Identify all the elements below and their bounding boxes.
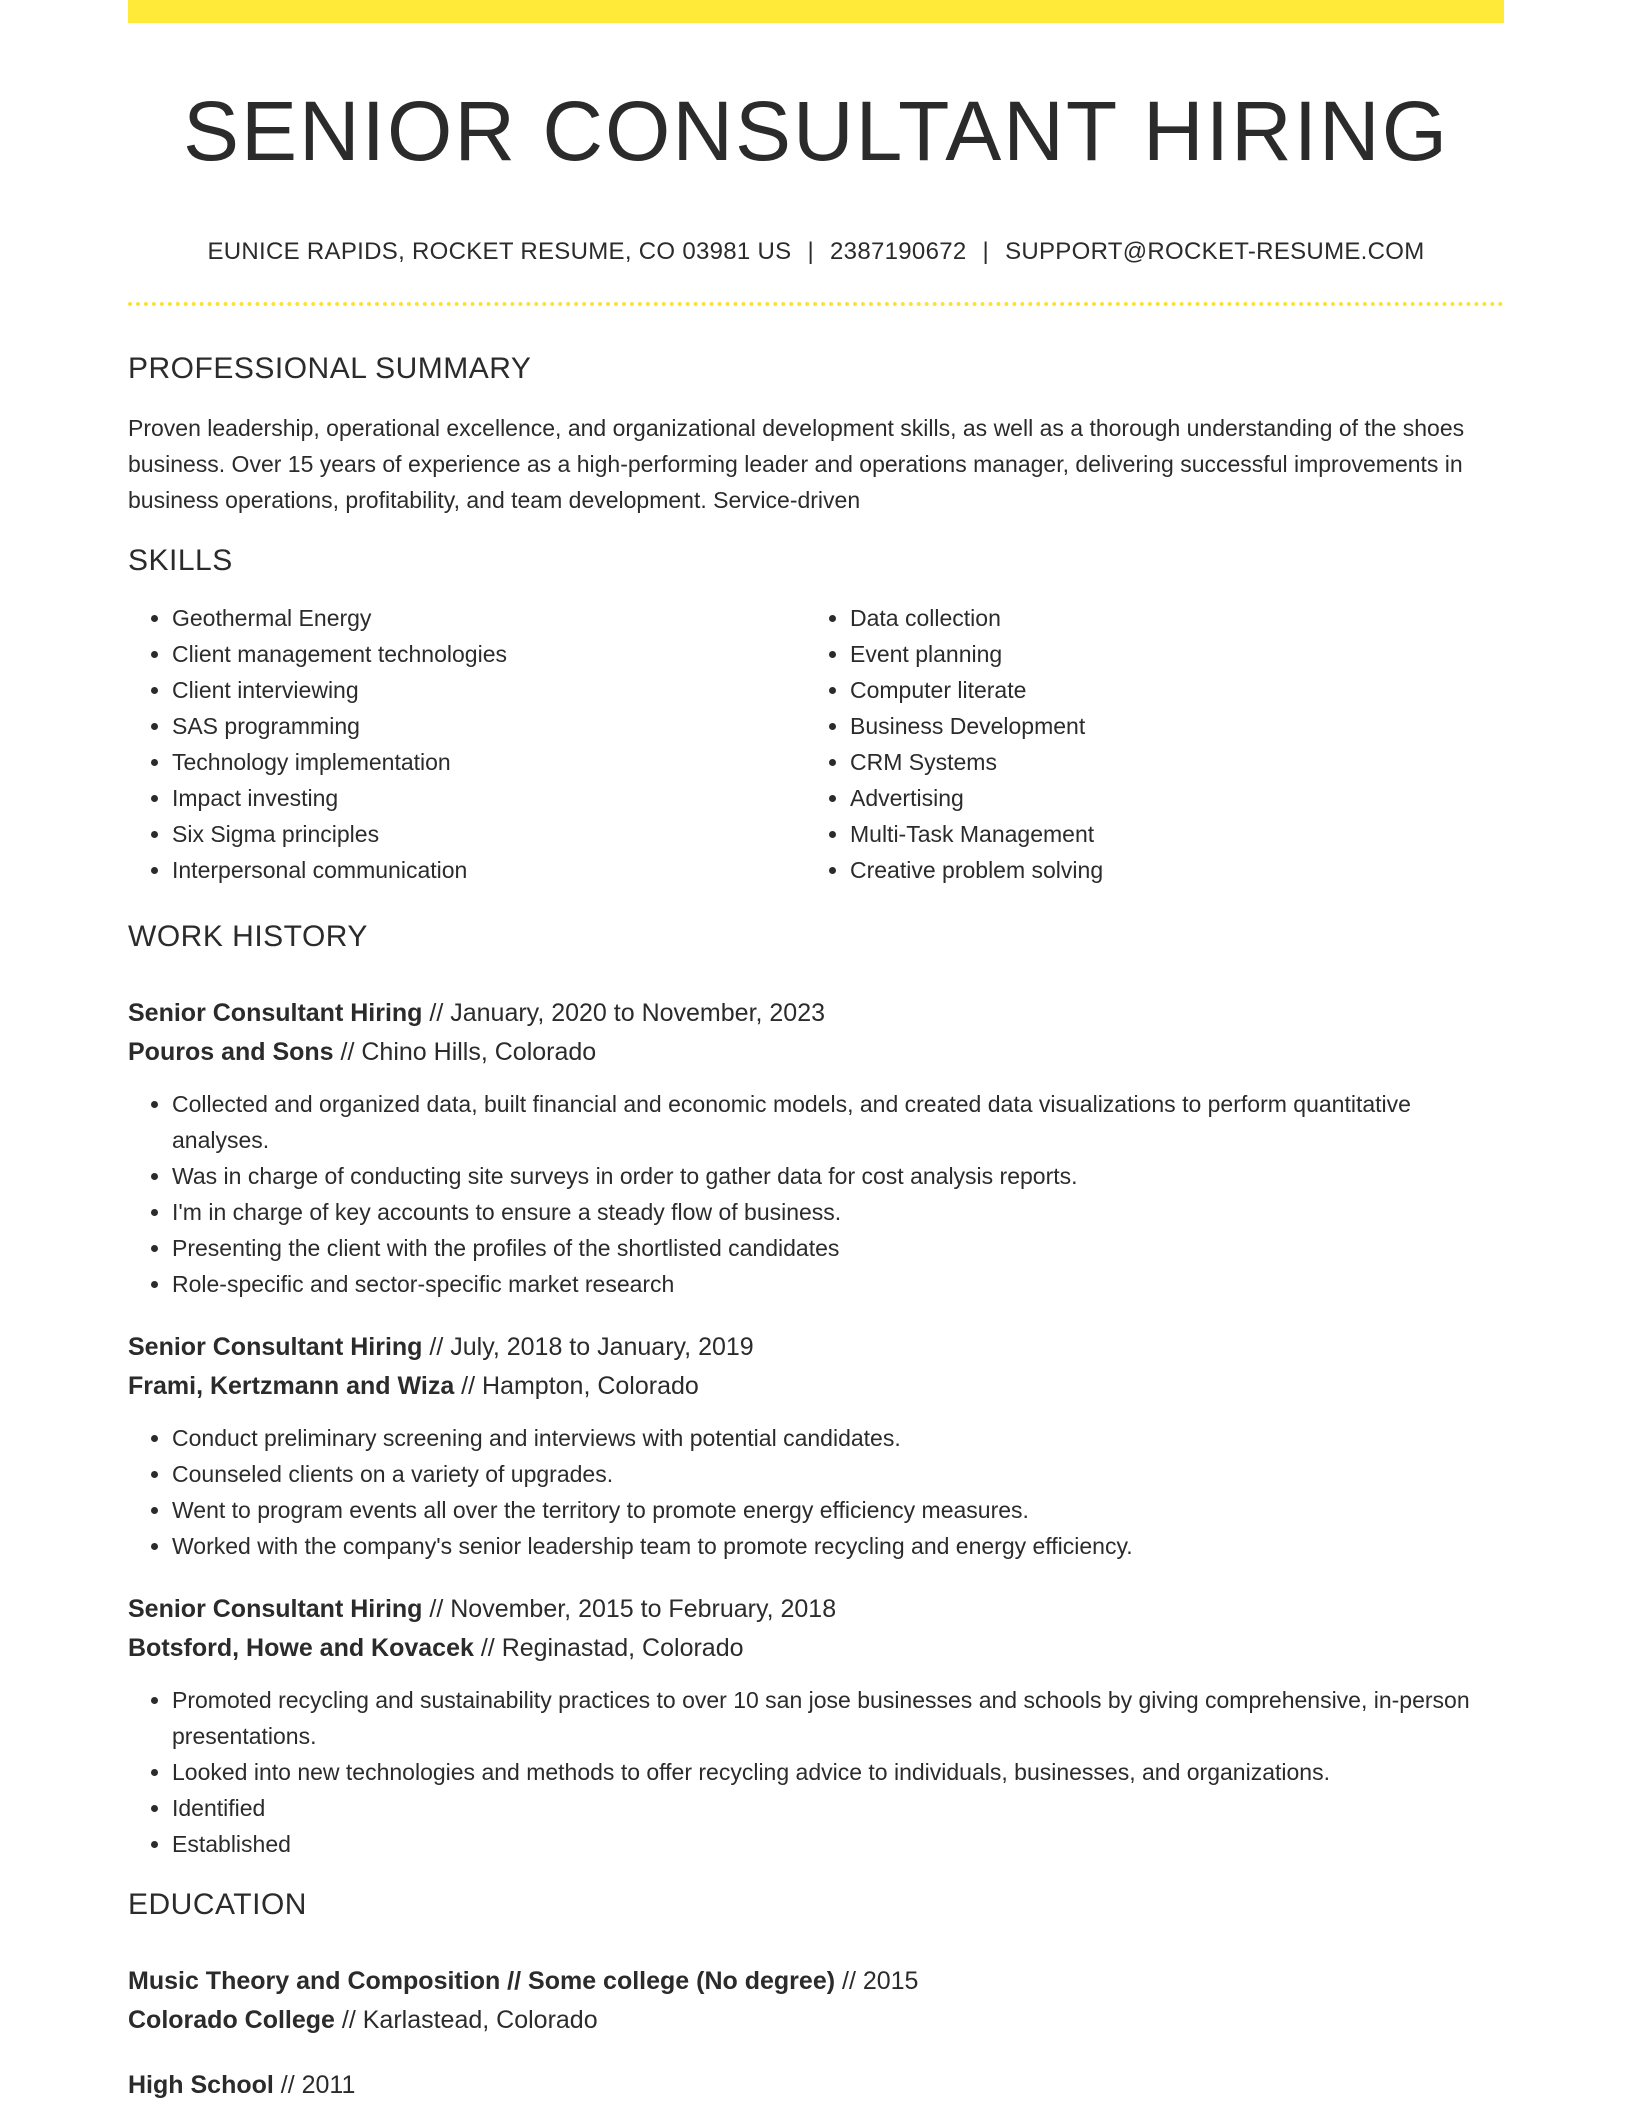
job-location: // Reginastad, Colorado xyxy=(473,1633,744,1662)
contact-separator: | xyxy=(807,237,815,265)
resume-name: SENIOR CONSULTANT HIRING xyxy=(182,84,1450,178)
job-role: Senior Consultant Hiring xyxy=(128,1332,423,1361)
skills-list-right xyxy=(806,600,1484,888)
job-bullets xyxy=(128,1420,1504,1564)
skill-item: • Client interviewing xyxy=(172,672,806,708)
top-accent-bar xyxy=(128,0,1504,23)
job-role: Senior Consultant Hiring xyxy=(128,1594,423,1623)
contact-email: SUPPORT@ROCKET-RESUME.COM xyxy=(1005,237,1425,265)
job-bullet: • Role-specific and sector-specific market research xyxy=(172,1266,1504,1302)
skill-item: • Data collection xyxy=(850,600,1484,636)
job-entry xyxy=(128,994,1504,1302)
contact-separator: | xyxy=(982,237,990,265)
education-entry xyxy=(128,1962,1504,2040)
job-bullet: • Went to program events all over the territory to promote energy efficiency measures. xyxy=(172,1492,1504,1528)
skill-item: • Impact investing xyxy=(172,780,806,816)
job-location: // Hampton, Colorado xyxy=(454,1371,699,1400)
job-company-line xyxy=(128,1367,1504,1406)
job-company-line xyxy=(128,1629,1504,1668)
summary-text: Proven leadership, operational excellence, and organizational development skills, as well as a thorough understanding of the shoes business. Over 15 years of experience as a high-performing leader and operations manager, delivering successful improvements in business operations, profitability, and team development. Service-driven xyxy=(128,414,1465,513)
job-dates: // July, 2018 to January, 2019 xyxy=(422,1332,754,1361)
job-bullet: • Looked into new technologies and methods to offer recycling advice to individuals, businesses, and organizations. xyxy=(172,1754,1504,1790)
job-company: Pouros and Sons xyxy=(128,1037,334,1066)
job-title-line xyxy=(128,1590,1504,1629)
section-title-summary: PROFESSIONAL SUMMARY xyxy=(128,351,532,385)
job-title-line xyxy=(128,1328,1504,1367)
skill-item: • Interpersonal communication xyxy=(172,852,806,888)
skill-item: • Creative problem solving xyxy=(850,852,1484,888)
skills-grid xyxy=(128,600,1504,888)
skills-list-left xyxy=(128,600,806,888)
job-bullet: • I'm in charge of key accounts to ensure a steady flow of business. xyxy=(172,1194,1504,1230)
job-bullet: • Collected and organized data, built financial and economic models, and created data visualizations to perform quantitative analyses. xyxy=(172,1086,1504,1158)
education-degree-line xyxy=(128,1962,1504,2001)
job-bullet: • Worked with the company's senior leadership team to promote recycling and energy efficiency. xyxy=(172,1528,1504,1564)
job-company: Botsford, Howe and Kovacek xyxy=(128,1633,474,1662)
job-bullets xyxy=(128,1086,1504,1302)
header-divider xyxy=(128,302,1504,306)
job-bullet: • Promoted recycling and sustainability practices to over 10 san jose businesses and schools by giving comprehensive, in-person presentations. xyxy=(172,1682,1504,1754)
education-year: // 2011 xyxy=(273,2070,356,2099)
job-entry xyxy=(128,1328,1504,1564)
section-title-education: EDUCATION xyxy=(128,1887,307,1921)
skill-item: • SAS programming xyxy=(172,708,806,744)
job-entry xyxy=(128,1590,1504,1862)
education-year: // 2015 xyxy=(835,1966,919,1995)
resume-page xyxy=(128,0,1504,2105)
contact-line xyxy=(128,238,1504,266)
skill-item: • Multi-Task Management xyxy=(850,816,1484,852)
section-title-skills: SKILLS xyxy=(128,543,233,577)
education-location: // Karlastead, Colorado xyxy=(334,2005,598,2034)
job-company-line xyxy=(128,1033,1504,1072)
skill-item: • Computer literate xyxy=(850,672,1484,708)
education-school-line xyxy=(128,2001,1504,2040)
job-bullet: • Presenting the client with the profiles of the shortlisted candidates xyxy=(172,1230,1504,1266)
contact-phone: 2387190672 xyxy=(830,237,967,265)
section-title-work-history: WORK HISTORY xyxy=(128,919,368,953)
job-bullet: • Conduct preliminary screening and interviews with potential candidates. xyxy=(172,1420,1504,1456)
education-degree-line xyxy=(128,2066,1504,2105)
education-degree: Music Theory and Composition // Some college (No degree) xyxy=(128,1966,836,1995)
skill-item: • Advertising xyxy=(850,780,1484,816)
job-bullet: • Counseled clients on a variety of upgrades. xyxy=(172,1456,1504,1492)
skill-item: • Six Sigma principles xyxy=(172,816,806,852)
job-bullets xyxy=(128,1682,1504,1862)
skill-item: • Client management technologies xyxy=(172,636,806,672)
skill-item: • Geothermal Energy xyxy=(172,600,806,636)
skill-item: • Technology implementation xyxy=(172,744,806,780)
job-bullet: • Was in charge of conducting site surveys in order to gather data for cost analysis reports. xyxy=(172,1158,1504,1194)
job-role: Senior Consultant Hiring xyxy=(128,998,423,1027)
skill-item: • CRM Systems xyxy=(850,744,1484,780)
education-school: Colorado College xyxy=(128,2005,335,2034)
skill-item: • Business Development xyxy=(850,708,1484,744)
job-dates: // November, 2015 to February, 2018 xyxy=(422,1594,837,1623)
job-dates: // January, 2020 to November, 2023 xyxy=(422,998,826,1027)
education-entry xyxy=(128,2066,1504,2105)
job-location: // Chino Hills, Colorado xyxy=(333,1037,597,1066)
contact-address: EUNICE RAPIDS, ROCKET RESUME, CO 03981 US xyxy=(207,237,792,265)
education-degree: High School xyxy=(128,2070,274,2099)
job-bullet: • Identified xyxy=(172,1790,1504,1826)
job-bullet: • Established xyxy=(172,1826,1504,1862)
job-company: Frami, Kertzmann and Wiza xyxy=(128,1371,455,1400)
job-title-line xyxy=(128,994,1504,1033)
skill-item: • Event planning xyxy=(850,636,1484,672)
